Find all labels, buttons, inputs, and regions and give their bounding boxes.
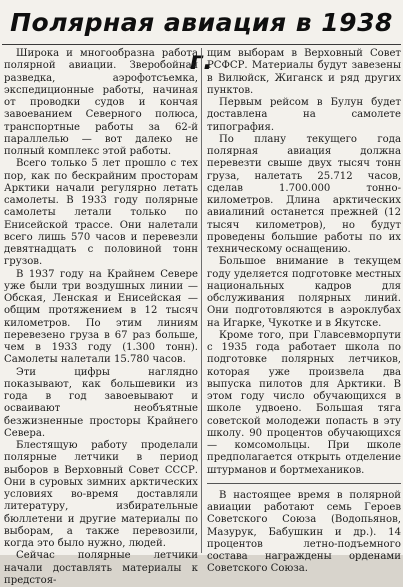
paragraph: Кроме того, при Главсевморпути с 1935 года работает школа по подготовке полярных летчиков, которая уже произвела два выпуска пилотов для Арктики. В этом году число обучающихся в школе удвоено. Большая тяга советской молодежи попасть в эту школу. 90 процентов обучающихся — комсомольцы. При школе предполагается открыть отделение штурманов и бортмехаников. bbox=[207, 329, 401, 476]
paragraph: Блестящую работу проделали полярные летчики в период выборов в Верховный Совет СССР. Они в суровых зимних арктических условиях во-время доставляли литературу, избирательные бюллетени и другие материалы по выборам, а также перевозили, когда это было нужно, людей. bbox=[4, 440, 198, 549]
article-headline: Полярная авиация в 1938 г. bbox=[10, 8, 393, 75]
left-column bbox=[4, 48, 198, 586]
headline-rule bbox=[2, 44, 401, 45]
paragraph: Первым рейсом в Булун будет доставлена на самолете типография. bbox=[207, 97, 401, 133]
paragraph: Широка и многообразна работа полярной авиации. Зверобойная разведка, аэрофотсъемка, экспедиционные работы, начиная от проводки судов и кончая завоеванием Северного полюса, транспортные работы за 62-й параллелью — вот далеко не полный комплекс этой работы. bbox=[4, 48, 198, 157]
paragraph: Сейчас полярные летчики начали доставлять материалы к предстоя- bbox=[4, 550, 198, 586]
paragraph: В 1937 году на Крайнем Севере уже были три воздушных линии — Обская, Ленская и Енисейская — общим протяжением в 12 тысяч километров. По этим линиям перевезено груза в 67 раз больше, чем в 1933 году (1.300 тонн). Самолеты налетали 15.780 часов. bbox=[4, 268, 198, 366]
paragraph: щим выборам в Верховный Совет РСФСР. Материалы будут завезены в Вилюйск, Жиганск и ряд других пунктов. bbox=[207, 48, 401, 96]
paragraph: В настоящее время в полярной авиации работают семь Героев Советского Союза (Водопьянов, Мазурук, Бабушкин и др.). 14 процентов летно-подъемного состава награждены орденами Советского Союза. bbox=[207, 489, 401, 575]
section-separator bbox=[207, 483, 401, 484]
paragraph: Эти цифры наглядно показывают, как большевики из года в год завоевывают и осваивают необъятные безжизненные просторы Крайнего Севера. bbox=[4, 366, 198, 439]
column-divider bbox=[201, 48, 202, 553]
right-column bbox=[207, 48, 401, 575]
paragraph: По плану текущего года полярная авиация должна перевезти свыше двух тысяч тонн груза, налетать 25.712 часов, сделав 1.700.000 тонно-километров. Длина арктических авиалиний останется прежней (12 тысяч километров), но будут проведены большие работы по их техническому оснащению. bbox=[207, 133, 401, 255]
paragraph: Большое внимание в текущем году уделяется подготовке местных национальных кадров для обслуживания полярных линий. Они подготовляются в аэроклубах на Игарке, Чукотке и в Якутске. bbox=[207, 256, 401, 329]
paragraph: Всего только 5 лет прошло с тех пор, как по бескрайним просторам Арктики начали регулярно летать самолеты. В 1933 году полярные самолеты летали только по Енисейской трассе. Они налетали всего лишь 570 часов и перевезли девятнадцать с половиной тонн грузов. bbox=[4, 158, 198, 268]
